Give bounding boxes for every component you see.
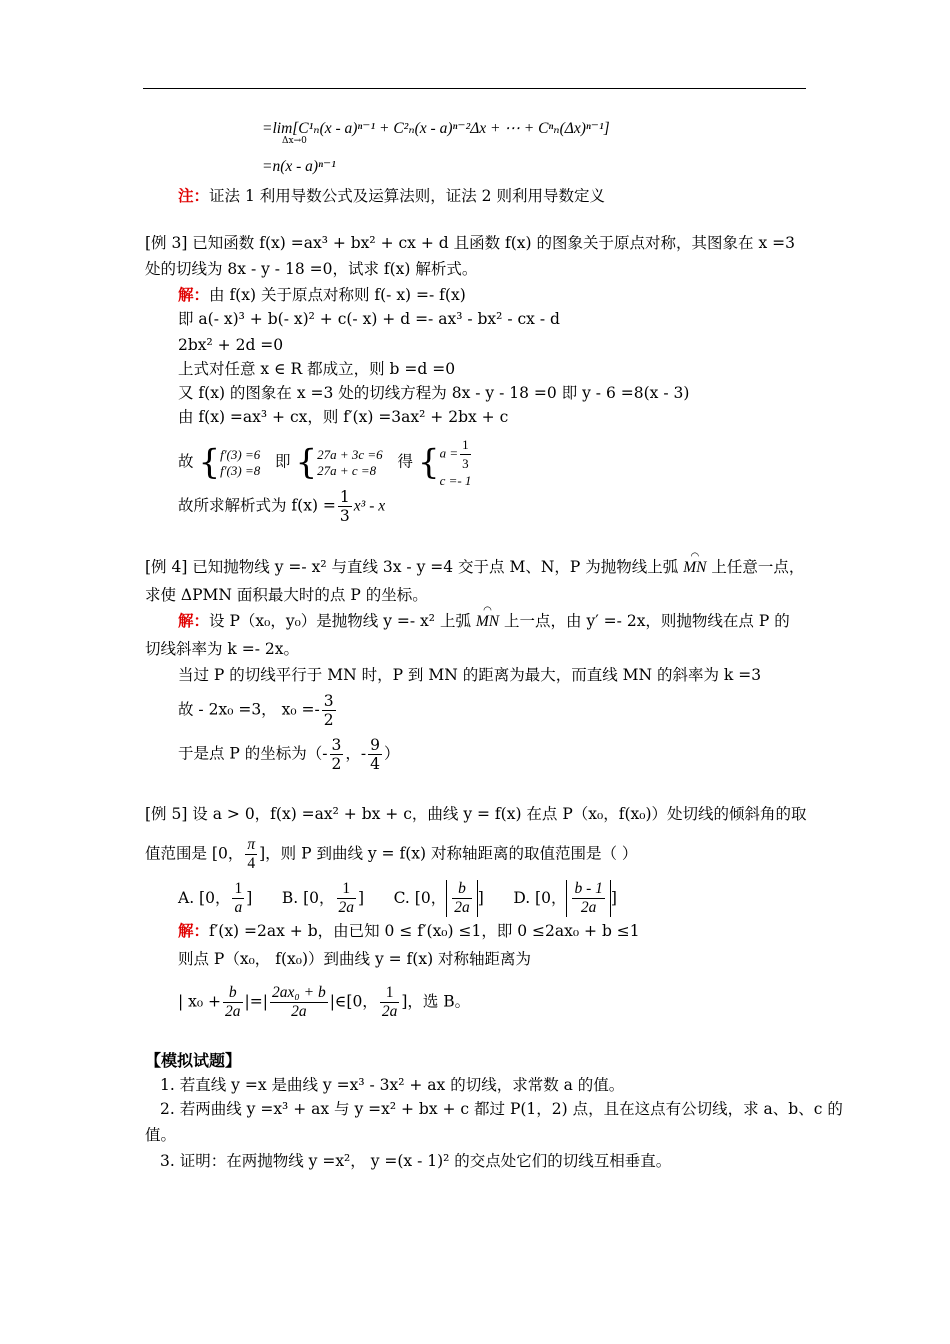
practice-q2-cont: 值。: [145, 1126, 177, 1144]
ex3-systems: 故 {f′(3) =6 f′(3) =8 即 {27a + 3c =6 27a + c =8 得 {a = $\frac{1}{3}$ c =- 1: [178, 437, 472, 488]
practice-q2: 2. 若两曲线 y =x³ + ax 与 y =x² + bx + c 都过 P(1，2) 点，且在这点有公切线，求 a、b、c 的: [160, 1100, 843, 1118]
ex5-sol1: 解：f′(x) =2ax + b，由已知 0 ≤ f′(x₀) ≤1，即 0 ≤2ax₀ + b ≤1: [178, 921, 640, 940]
practice-q1: 1. 若直线 y =x 是曲线 y =x³ - 3x² + ax 的切线，求常数 a 的值。: [160, 1076, 625, 1094]
ex5-line2: 值范围是 [0， $\frac{\pi}{4}$ ]，则 P 到曲线 y = f(x) 对称轴距离的取值范围是（ ）: [145, 836, 638, 872]
option-b: B. [0， $\frac{1}{2a}$ ]: [281, 880, 365, 916]
ex4-sol5: 于是点 P 的坐标为（- $\frac{3}{2}$ ，- $\frac{9}{4}$ ）: [178, 736, 400, 773]
system-1: f′(3) =6 f′(3) =8: [220, 446, 261, 478]
ex3-sol2: 即 a(- x)³ + b(- x)² + c(- x) + d =- ax³ - bx² - cx - d: [178, 310, 560, 328]
limit-equation: =lim[C¹ₙ(x - a)ⁿ⁻¹ + C²ₙ(x - a)ⁿ⁻²Δx + ⋯ + Cⁿₙ(Δx)ⁿ⁻¹]: [262, 120, 610, 137]
ex4-sol4: 故 - 2x₀ =3， x₀ =- $\frac{3}{2}$: [178, 692, 334, 729]
ex3-sol3: 2bx² + 2d =0: [178, 336, 284, 354]
header-rule: [143, 88, 806, 89]
ex4-sol1: 解：设 P（x₀，y₀）是抛物线 y =- x² 上弧 ◠ MN 上一点，由 y′ =- 2x，则抛物线在点 P 的: [178, 610, 790, 633]
ex3-sol4: 上式对任意 x ∈ R 都成立，则 b =d =0: [178, 360, 456, 378]
ex3-line2: 处的切线为 8x - y - 18 =0，试求 f(x) 解析式。: [145, 260, 478, 278]
option-a: A. [0， $\frac{1}{a}$ ]: [178, 880, 253, 916]
ex4-line2: 求使 ΔPMN 面积最大时的点 P 的坐标。: [145, 586, 428, 604]
ex4-sol3: 当过 P 的切线平行于 MN 时，P 到 MN 的距离为最大，而直线 MN 的斜率为 k =3: [178, 666, 762, 684]
system-3: a = $\frac{1}{3}$ c =- 1: [439, 437, 472, 488]
system-2: 27a + 3c =6 27a + c =8: [317, 446, 383, 478]
ex3-sol5: 又 f(x) 的图象在 x =3 处的切线方程为 8x - y - 18 =0 即 y - 6 =8(x - 3): [178, 384, 690, 402]
option-d: D. [0， $\frac{b - 1}{2a}$ ]: [513, 880, 617, 916]
ex4-sol2: 切线斜率为 k =- 2x。: [145, 640, 300, 658]
practice-q3: 3. 证明：在两抛物线 y =x²， y =(x - 1)² 的交点处它们的切线互相垂直。: [160, 1152, 672, 1170]
result-equation: =n(x - a)ⁿ⁻¹: [262, 158, 336, 175]
limit-subscript: Δx→0: [282, 136, 307, 146]
ex3-line1: [例 3] 已知函数 f(x) =ax³ + bx² + cx + d 且函数 f(x) 的图象关于原点对称，其图象在 x =3: [145, 234, 795, 252]
ex5-line1: [例 5] 设 a > 0，f(x) =ax² + bx + c，曲线 y = f(x) 在点 P（x₀，f(x₀)）处切线的倾斜角的取: [145, 805, 807, 823]
note: 注：证法 1 利用导数公式及运算法则，证法 2 则利用导数定义: [178, 186, 605, 205]
option-c: C. [0， $\frac{b}{2a}$ ]: [393, 880, 484, 916]
ex5-sol3: | x₀ + $\frac{b}{2a}$ |=| $\frac{\text{2ax₀ + b}}{2a}$ |∈[0， $\frac{1}{2a}$ ]，选 B。: [178, 984, 471, 1020]
ex3-sol1: 解：由 f(x) 关于原点对称则 f(- x) =- f(x): [178, 285, 466, 304]
practice-heading: 【模拟试题】: [145, 1051, 242, 1070]
ex5-sol2: 则点 P（x₀， f(x₀)）到曲线 y = f(x) 对称轴距离为: [178, 950, 532, 968]
ex5-options: [178, 880, 617, 917]
ex4-line1: [例 4] 已知抛物线 y =- x² 与直线 3x - y =4 交于点 M、N，P 为抛物线上弧 ◠ MN 上任意一点，: [145, 556, 804, 579]
ex3-final: 故所求解析式为 f(x) = $\frac{1}{3}$ x³ - x: [178, 488, 386, 525]
ex3-sol6: 由 f(x) =ax³ + cx，则 f′(x) =3ax² + 2bx + c: [178, 408, 509, 426]
